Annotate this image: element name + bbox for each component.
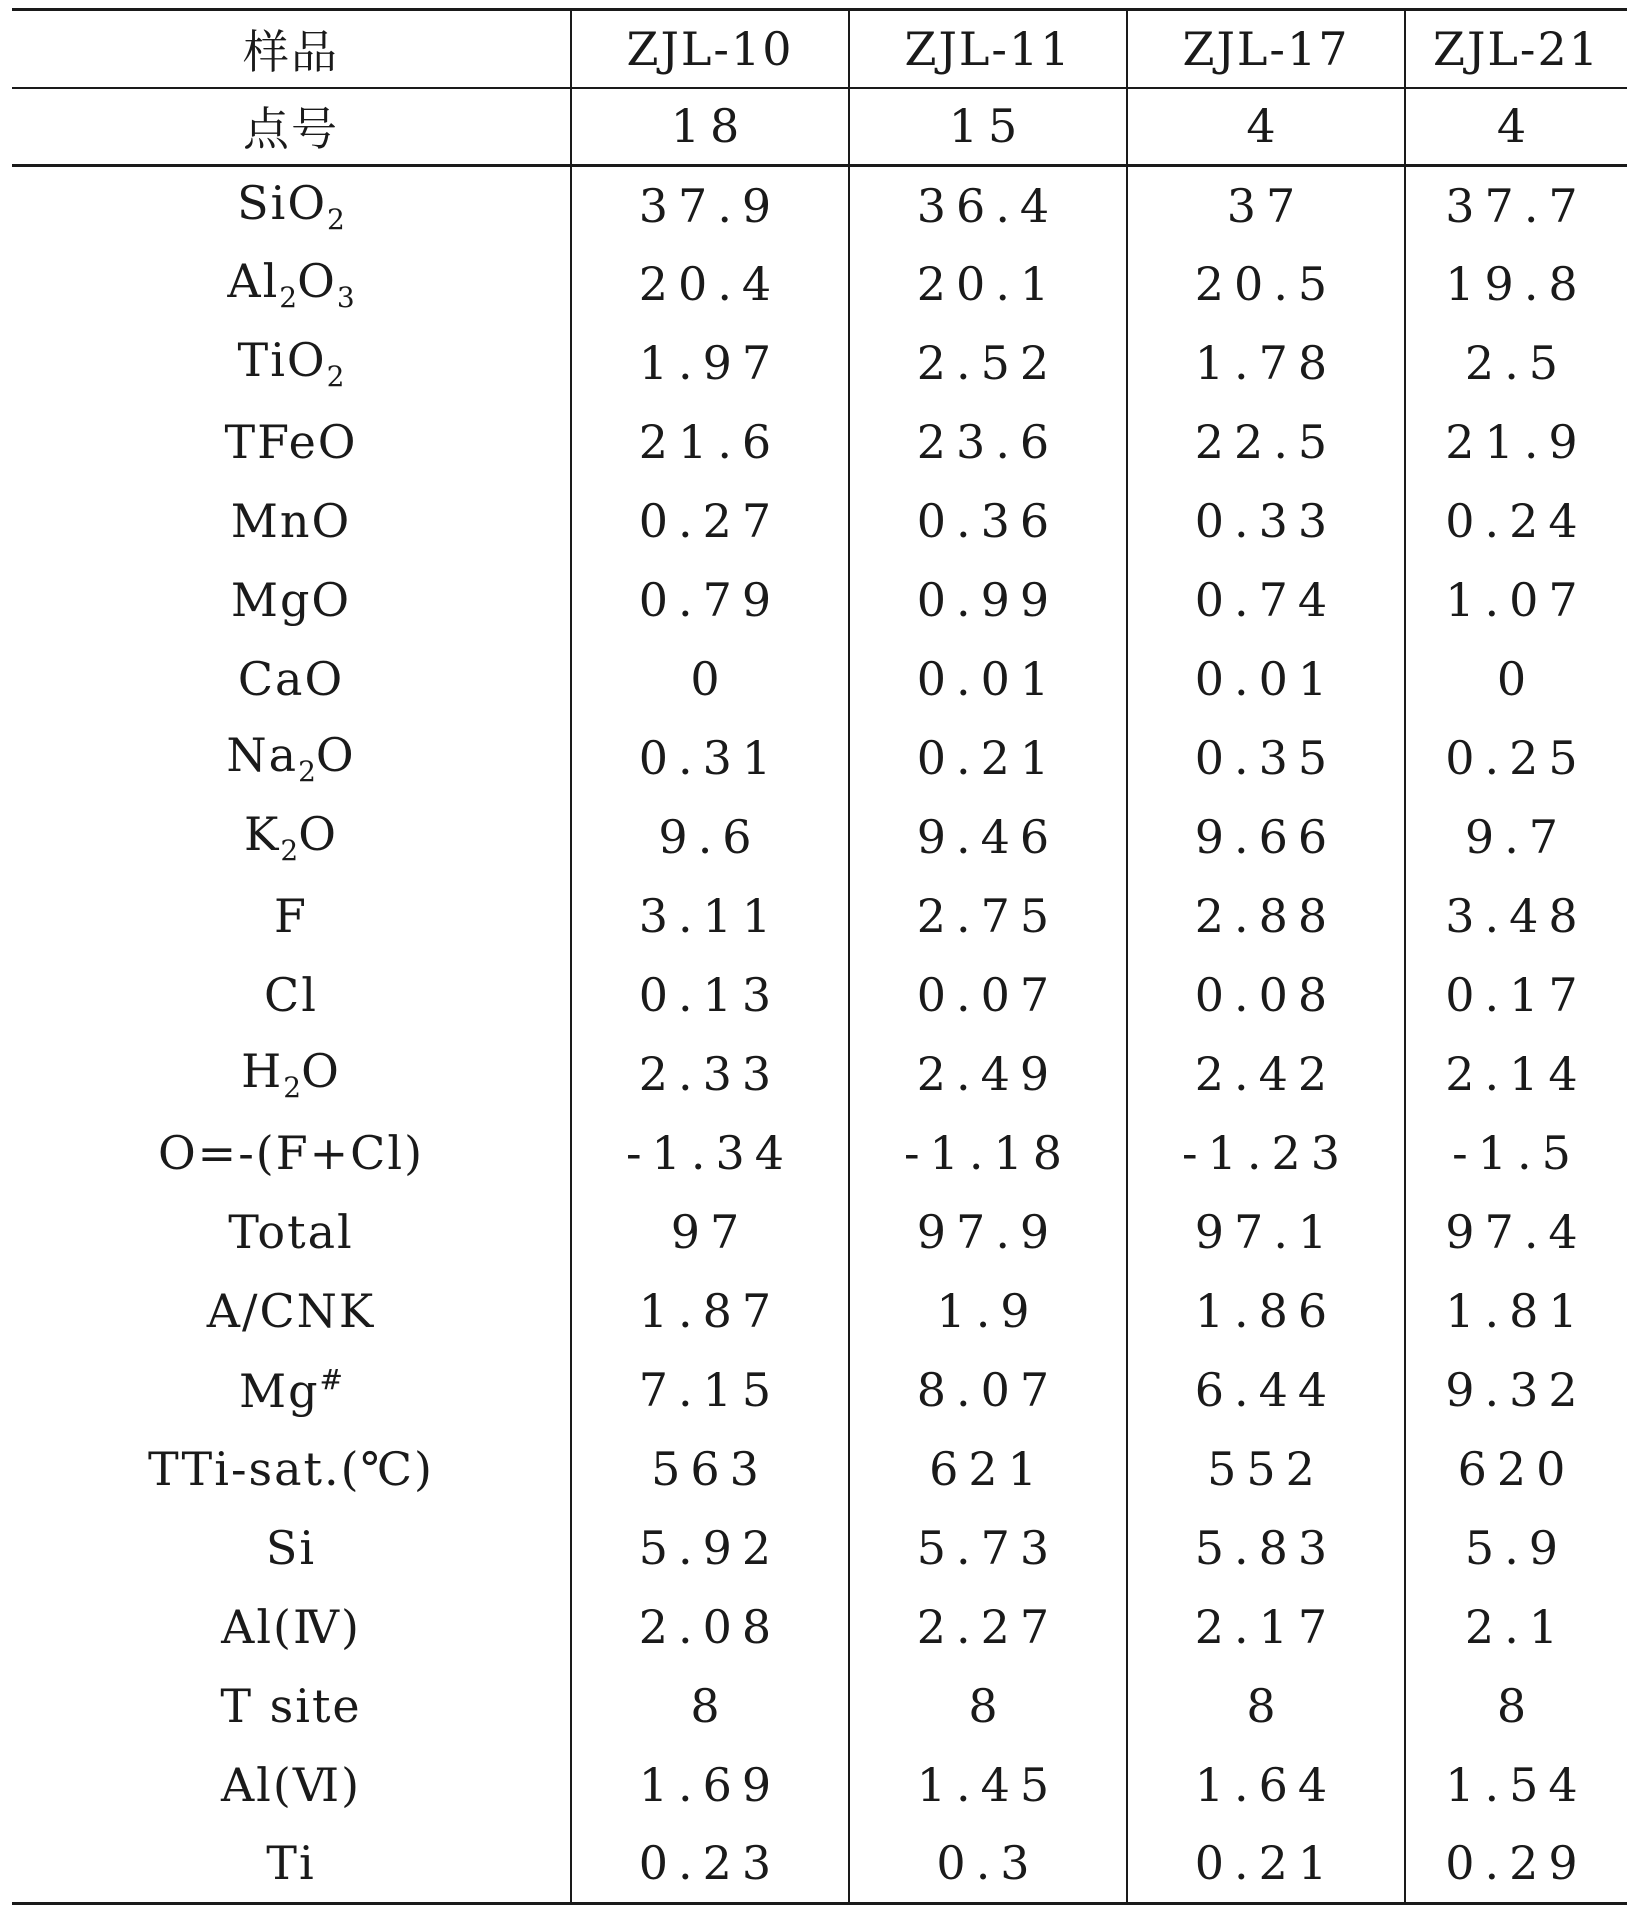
row-label — [12, 403, 571, 482]
row-label-text: A/CNK — [206, 1284, 376, 1338]
row-label — [12, 166, 571, 245]
table-row — [12, 245, 1627, 324]
table-cell: 1.9 — [849, 1272, 1127, 1351]
table-cell: 9.7 — [1405, 798, 1627, 877]
row-label — [12, 719, 571, 798]
table-row — [12, 798, 1627, 877]
table-row — [12, 1588, 1627, 1667]
table-cell: 2.14 — [1405, 1035, 1627, 1114]
table-cell: 7.15 — [571, 1351, 849, 1430]
table-row — [12, 166, 1627, 245]
row-label-text: H — [241, 1044, 284, 1098]
table-cell: 1.54 — [1405, 1746, 1627, 1825]
table-cell: 0.3 — [849, 1825, 1127, 1904]
header-point: 15 — [849, 88, 1127, 166]
header-row-points — [12, 88, 1627, 166]
table-row — [12, 403, 1627, 482]
table-row — [12, 1272, 1627, 1351]
table-cell: 9.6 — [571, 798, 849, 877]
table-row — [12, 1351, 1627, 1430]
table-cell: 8 — [849, 1667, 1127, 1746]
row-label — [12, 640, 571, 719]
table-row — [12, 1430, 1627, 1509]
table-cell: 0.24 — [1405, 482, 1627, 561]
table-cell: 2.27 — [849, 1588, 1127, 1667]
row-label-text: Al — [227, 254, 280, 308]
row-label-subscript: 2 — [327, 202, 345, 236]
table-cell: 0.36 — [849, 482, 1127, 561]
table-cell: 0 — [1405, 640, 1627, 719]
table-cell: 0.23 — [571, 1825, 849, 1904]
row-label-superscript: # — [319, 1362, 343, 1396]
header-label-sample: 样品 — [12, 10, 571, 88]
table-cell: 8.07 — [849, 1351, 1127, 1430]
row-label — [12, 482, 571, 561]
row-label-text: SiO — [237, 175, 328, 230]
table-cell: 8 — [1127, 1667, 1405, 1746]
table-row — [12, 956, 1627, 1035]
row-label-text: Si — [265, 1521, 317, 1575]
row-label-text: K — [244, 807, 281, 861]
table-row — [12, 719, 1627, 798]
header-row-samples — [12, 10, 1627, 88]
table-cell: 0.21 — [849, 719, 1127, 798]
row-label-subscript: 2 — [283, 1071, 302, 1104]
header-sample: ZJL-17 — [1127, 10, 1405, 88]
header-point: 4 — [1127, 88, 1405, 166]
table-cell: 2.49 — [849, 1035, 1127, 1114]
table-cell: 1.81 — [1405, 1272, 1627, 1351]
table-cell: 0.07 — [849, 956, 1127, 1035]
row-label-text: F — [274, 889, 308, 943]
table-cell: 37.7 — [1405, 166, 1627, 245]
table-row — [12, 640, 1627, 719]
table-cell: 21.6 — [571, 403, 849, 482]
row-label-text: TFeO — [224, 415, 358, 469]
row-label — [12, 1193, 571, 1272]
table-row — [12, 1746, 1627, 1825]
table-cell: 2.52 — [849, 324, 1127, 403]
table-cell: 0.99 — [849, 561, 1127, 640]
table-cell: 5.83 — [1127, 1509, 1405, 1588]
row-label — [12, 1588, 571, 1667]
header-sample: ZJL-11 — [849, 10, 1127, 88]
table-cell: 0.31 — [571, 719, 849, 798]
table-cell: 9.46 — [849, 798, 1127, 877]
row-label-text: Total — [228, 1205, 354, 1259]
table-row — [12, 1035, 1627, 1114]
table-cell: 19.8 — [1405, 245, 1627, 324]
table-cell: -1.5 — [1405, 1114, 1627, 1193]
table-cell: 9.66 — [1127, 798, 1405, 877]
table-cell: 0.21 — [1127, 1825, 1405, 1904]
row-label-text: TiO — [237, 333, 327, 387]
row-label — [12, 1114, 571, 1193]
table-cell: -1.23 — [1127, 1114, 1405, 1193]
table-cell: 5.9 — [1405, 1509, 1627, 1588]
table-cell: 2.08 — [571, 1588, 849, 1667]
row-label — [12, 1272, 571, 1351]
table-cell: 20.4 — [571, 245, 849, 324]
table-cell: 37 — [1127, 166, 1405, 245]
row-label-text: Cl — [264, 968, 318, 1022]
row-label-text: Al(Ⅳ) — [221, 1600, 361, 1654]
table-cell: 1.86 — [1127, 1272, 1405, 1351]
table-cell: 0.01 — [1127, 640, 1405, 719]
row-label-text: O — [315, 728, 356, 782]
row-label — [12, 1035, 571, 1114]
row-label-subscript: 2 — [279, 281, 298, 314]
table-cell: 1.45 — [849, 1746, 1127, 1825]
table-cell: 8 — [1405, 1667, 1627, 1746]
table-cell: 0.79 — [571, 561, 849, 640]
table-cell: 0.25 — [1405, 719, 1627, 798]
table-cell: -1.18 — [849, 1114, 1127, 1193]
table-cell: 20.1 — [849, 245, 1127, 324]
table-cell: 97.1 — [1127, 1193, 1405, 1272]
table-cell: 8 — [571, 1667, 849, 1746]
table-cell: 2.17 — [1127, 1588, 1405, 1667]
row-label — [12, 245, 571, 324]
row-label-text: Ti — [266, 1836, 316, 1891]
table-cell: 621 — [849, 1430, 1127, 1509]
table-cell: 0.01 — [849, 640, 1127, 719]
row-label-text: MgO — [230, 573, 352, 627]
table-row — [12, 1825, 1627, 1904]
table-cell: 23.6 — [849, 403, 1127, 482]
table-row — [12, 1114, 1627, 1193]
header-sample: ZJL-10 — [571, 10, 849, 88]
table-cell: 552 — [1127, 1430, 1405, 1509]
table-cell: 2.5 — [1405, 324, 1627, 403]
row-label-text: O=-(F+Cl) — [157, 1126, 425, 1180]
table-cell: 5.73 — [849, 1509, 1127, 1588]
table-row — [12, 324, 1627, 403]
table-cell: 21.9 — [1405, 403, 1627, 482]
table-cell: 0.08 — [1127, 956, 1405, 1035]
table-row — [12, 1509, 1627, 1588]
table-cell: 6.44 — [1127, 1351, 1405, 1430]
table-cell: 2.33 — [571, 1035, 849, 1114]
table-cell: 1.64 — [1127, 1746, 1405, 1825]
table-cell: 1.87 — [571, 1272, 849, 1351]
row-label-text: TTi-sat.(℃) — [148, 1442, 434, 1496]
row-label-text: O — [297, 254, 337, 308]
table-cell: 0 — [571, 640, 849, 719]
row-label — [12, 877, 571, 956]
table-cell: 620 — [1405, 1430, 1627, 1509]
header-point: 4 — [1405, 88, 1627, 166]
row-label — [12, 1430, 571, 1509]
table-cell: 0.33 — [1127, 482, 1405, 561]
row-label — [12, 561, 571, 640]
row-label-subscript: 2 — [298, 755, 316, 788]
row-label-text: O — [301, 1044, 341, 1098]
table-cell: 0.35 — [1127, 719, 1405, 798]
table-cell: 1.97 — [571, 324, 849, 403]
table-cell: 0.27 — [571, 482, 849, 561]
table-cell: 37.9 — [571, 166, 849, 245]
table-cell: 97.9 — [849, 1193, 1127, 1272]
table-cell: 0.13 — [571, 956, 849, 1035]
row-label-text: Al(Ⅵ) — [220, 1758, 362, 1812]
table-row — [12, 1667, 1627, 1746]
table-cell: 1.69 — [571, 1746, 849, 1825]
table-cell: 22.5 — [1127, 403, 1405, 482]
row-label-text: O — [298, 807, 338, 861]
row-label — [12, 324, 571, 403]
table-cell: 2.88 — [1127, 877, 1405, 956]
table-cell: 0.29 — [1405, 1825, 1627, 1904]
row-label — [12, 1509, 571, 1588]
table-cell: 1.07 — [1405, 561, 1627, 640]
table-cell: 3.11 — [571, 877, 849, 956]
table-cell: 9.32 — [1405, 1351, 1627, 1430]
table-cell: 97.4 — [1405, 1193, 1627, 1272]
table-cell: 3.48 — [1405, 877, 1627, 956]
header-point: 18 — [571, 88, 849, 166]
table-body — [12, 166, 1627, 1904]
table-cell: 5.92 — [571, 1509, 849, 1588]
table-row — [12, 561, 1627, 640]
row-label — [12, 798, 571, 877]
header-label-point: 点号 — [12, 88, 571, 166]
table-cell: 97 — [571, 1193, 849, 1272]
row-label-subscript: 2 — [280, 834, 299, 867]
row-label-text: Na — [226, 728, 299, 782]
row-label — [12, 956, 571, 1035]
table-cell: 20.5 — [1127, 245, 1405, 324]
table-cell: 2.42 — [1127, 1035, 1405, 1114]
row-label — [12, 1825, 571, 1904]
table-row — [12, 482, 1627, 561]
table-cell: 0.74 — [1127, 561, 1405, 640]
table-cell: 2.75 — [849, 877, 1127, 956]
table-cell: 36.4 — [849, 166, 1127, 245]
mineral-composition-table — [12, 8, 1627, 1905]
row-label-text: CaO — [237, 652, 345, 706]
row-label — [12, 1746, 571, 1825]
table-cell: 2.1 — [1405, 1588, 1627, 1667]
table-cell: 1.78 — [1127, 324, 1405, 403]
table-cell: -1.34 — [571, 1114, 849, 1193]
row-label-subscript: 3 — [336, 281, 355, 314]
row-label-text: MnO — [230, 494, 352, 548]
row-label-subscript: 2 — [326, 360, 345, 393]
row-label-text: Mg — [238, 1363, 320, 1418]
row-label-text: T site — [220, 1679, 362, 1733]
table-cell: 0.17 — [1405, 956, 1627, 1035]
row-label — [12, 1351, 571, 1430]
data-table-container — [12, 8, 1627, 1905]
table-row — [12, 877, 1627, 956]
row-label — [12, 1667, 571, 1746]
table-row — [12, 1193, 1627, 1272]
table-cell: 563 — [571, 1430, 849, 1509]
header-sample: ZJL-21 — [1405, 10, 1627, 88]
